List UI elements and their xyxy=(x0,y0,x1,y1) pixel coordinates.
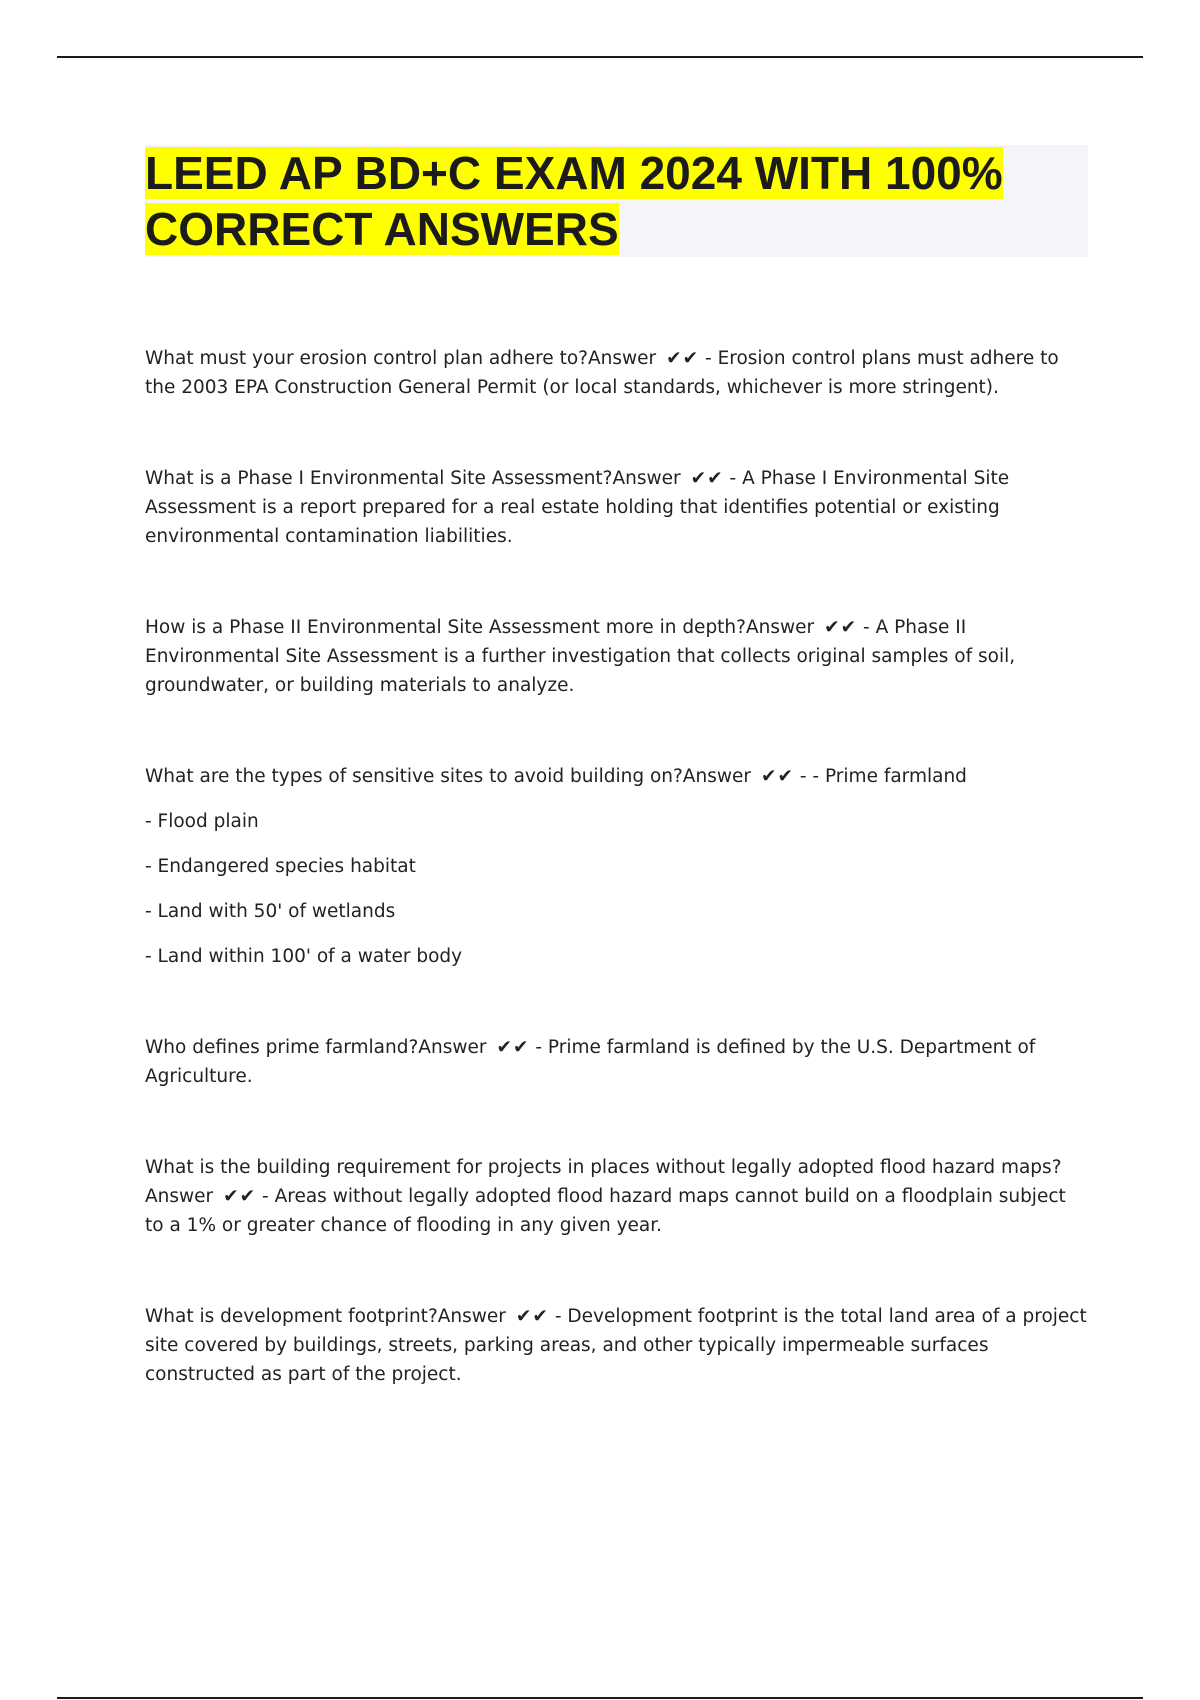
qa-item-development-footprint xyxy=(145,1302,1090,1389)
checkmark-icon: ✔✔ xyxy=(760,766,794,787)
title-line-1: LEED AP BD+C EXAM 2024 WITH 100% xyxy=(145,147,1003,199)
answer-text: - Areas without legally adopted flood hazard maps cannot build on a floodplain subject to a 1% or greater chance of flooding in any given year. xyxy=(145,1186,1066,1236)
answer-text: - A Phase II Environmental Site Assessment is a further investigation that collects original samples of soil, groundwater, or building materials to analyze. xyxy=(145,617,1016,696)
checkmark-icon: ✔✔ xyxy=(496,1037,530,1058)
checkmark-icon: ✔✔ xyxy=(515,1306,549,1327)
document-title xyxy=(145,145,1088,257)
qa-paragraph xyxy=(145,344,1090,402)
question-text: What is a Phase I Environmental Site Assessment?Answer xyxy=(145,468,681,489)
list-item: - Land with 50' of wetlands xyxy=(145,901,396,922)
checkmark-icon: ✔✔ xyxy=(223,1186,257,1207)
answer-text: - A Phase I Environmental Site Assessment is a report prepared for a real estate holding that identifies potential or existing environmental contamination liabilities. xyxy=(145,468,1010,547)
checkmark-icon: ✔✔ xyxy=(824,617,858,638)
checkmark-icon: ✔✔ xyxy=(666,348,700,369)
answer-text: - Prime farmland is defined by the U.S. Department of Agriculture. xyxy=(145,1037,1036,1087)
question-text: How is a Phase II Environmental Site Assessment more in depth?Answer xyxy=(145,617,815,638)
qa-paragraph xyxy=(145,1033,1090,1091)
list-item: - Endangered species habitat xyxy=(145,856,416,877)
question-text: What is the building requirement for projects in places without legally adopted flood hazard maps? Answer xyxy=(145,1157,1062,1207)
answer-text: - Erosion control plans must adhere to the 2003 EPA Construction General Permit (or local standards, whichever is more stringent). xyxy=(145,348,1059,398)
question-text: What is development footprint?Answer xyxy=(145,1306,506,1327)
checkmark-icon: ✔✔ xyxy=(690,468,724,489)
title-line-2: CORRECT ANSWERS xyxy=(145,203,619,255)
qa-list xyxy=(145,344,1090,1451)
title-block xyxy=(145,145,1088,257)
qa-item-phase-2 xyxy=(145,613,1090,700)
qa-item-erosion-control xyxy=(145,344,1090,402)
answer-text: - Development footprint is the total land area of a project site covered by buildings, streets, parking areas, and other typically impermeable surfaces constructed as part of the project. xyxy=(145,1306,1087,1385)
qa-paragraph xyxy=(145,464,1090,551)
qa-item-prime-farmland xyxy=(145,1033,1090,1091)
qa-paragraph xyxy=(145,1302,1090,1389)
qa-item-sensitive-sites xyxy=(145,762,1090,971)
answer-text: - - Prime farmland xyxy=(799,766,967,787)
top-rule xyxy=(57,56,1143,58)
question-text: What must your erosion control plan adhere to?Answer xyxy=(145,348,657,369)
bottom-rule xyxy=(57,1697,1143,1699)
qa-paragraph xyxy=(145,613,1090,700)
qa-paragraph xyxy=(145,1153,1090,1240)
qa-item-flood-hazard xyxy=(145,1153,1090,1240)
list-item: - Flood plain xyxy=(145,811,259,832)
qa-item-phase-1 xyxy=(145,464,1090,551)
question-text: What are the types of sensitive sites to avoid building on?Answer xyxy=(145,766,751,787)
qa-paragraph xyxy=(145,762,1090,791)
list-item: - Land within 100' of a water body xyxy=(145,946,463,967)
question-text: Who defines prime farmland?Answer xyxy=(145,1037,487,1058)
